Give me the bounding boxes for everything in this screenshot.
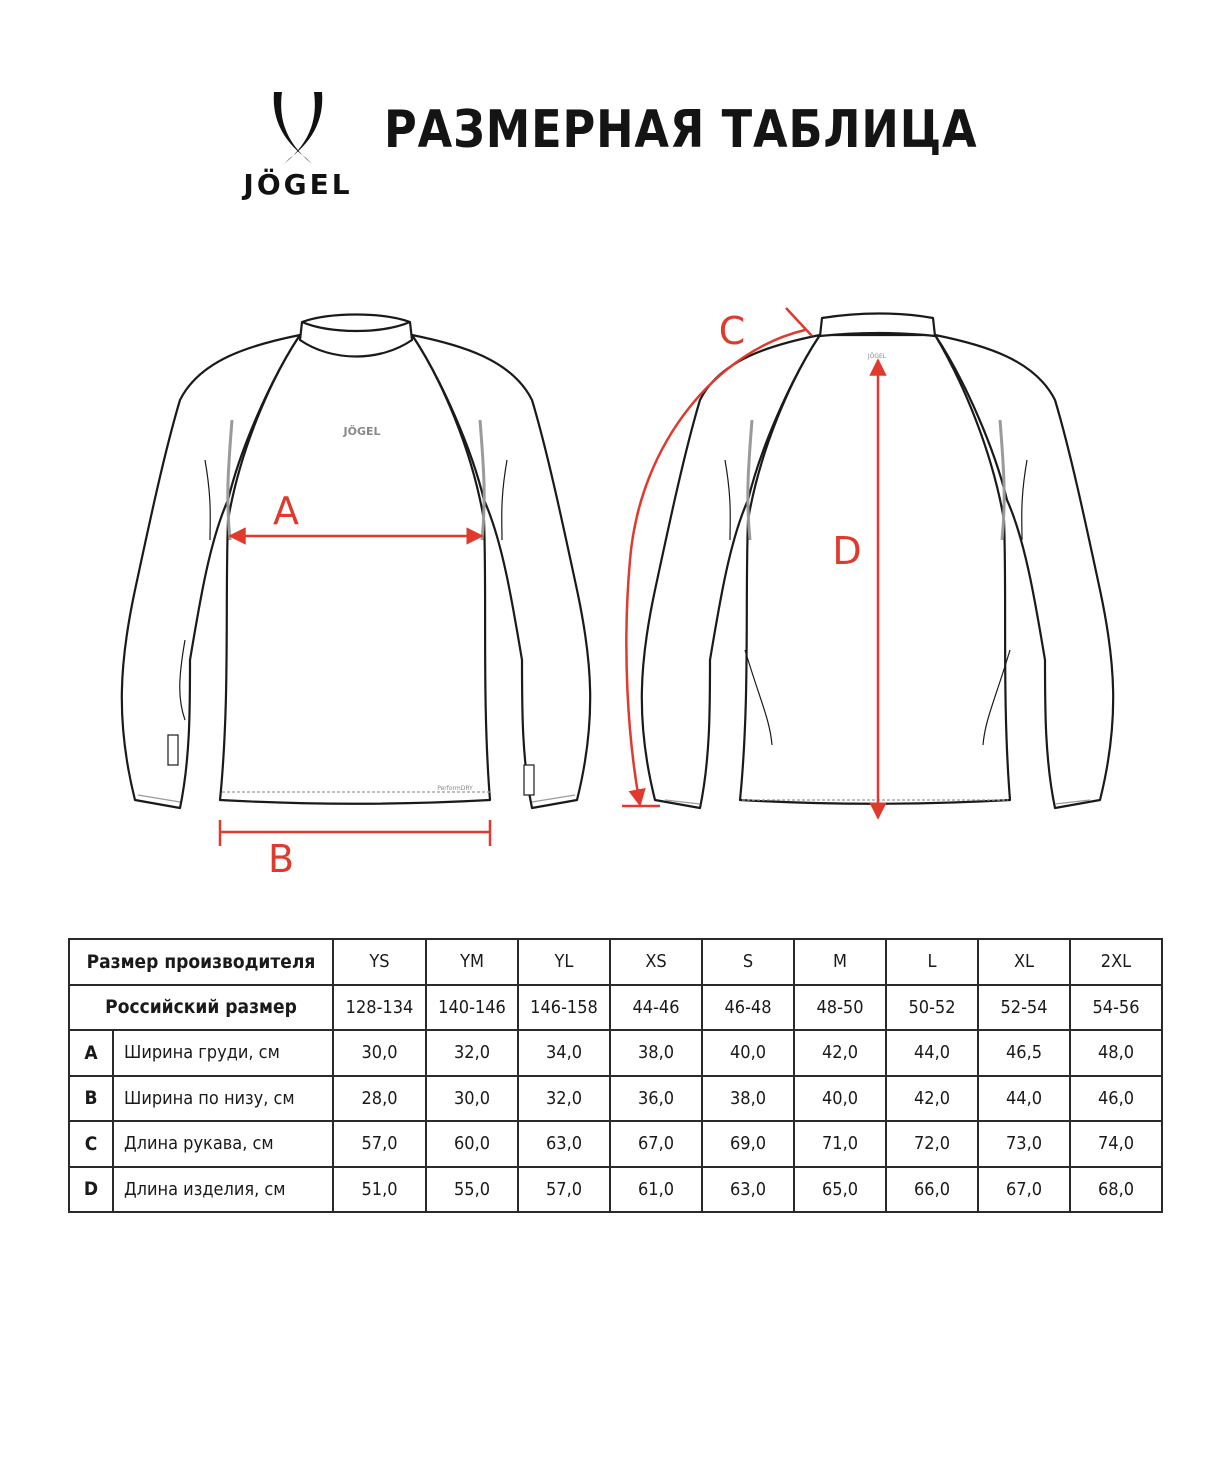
size-cell: YS	[333, 939, 426, 985]
value-cell: 69,0	[702, 1121, 794, 1167]
value-cell: 61,0	[610, 1167, 702, 1213]
value-cell: 46,5	[978, 1030, 1070, 1076]
size-cell: 2XL	[1070, 939, 1162, 985]
logo-mark-icon	[268, 88, 328, 166]
row-label: Длина рукава, см	[113, 1121, 333, 1167]
value-cell: 72,0	[886, 1121, 978, 1167]
value-cell: 44,0	[978, 1076, 1070, 1122]
row-label: Ширина груди, см	[113, 1030, 333, 1076]
russian-size-cell: 44-46	[610, 985, 702, 1031]
logo-wordmark: JÖGEL	[243, 168, 353, 201]
value-cell: 44,0	[886, 1030, 978, 1076]
front-shirt	[122, 315, 590, 809]
table-row-russian	[69, 985, 1162, 1031]
size-cell: XL	[978, 939, 1070, 985]
size-cell: YL	[518, 939, 610, 985]
measure-c-label: C	[718, 309, 746, 353]
value-cell: 32,0	[426, 1030, 518, 1076]
russian-size-cell: 50-52	[886, 985, 978, 1031]
russian-size-cell: 46-48	[702, 985, 794, 1031]
row-letter: B	[69, 1076, 113, 1122]
value-cell: 30,0	[426, 1076, 518, 1122]
hem-print-text: PerformDRY	[437, 785, 473, 792]
value-cell: 48,0	[1070, 1030, 1162, 1076]
row-letter: D	[69, 1167, 113, 1213]
value-cell: 63,0	[702, 1167, 794, 1213]
size-cell: L	[886, 939, 978, 985]
size-cell: XS	[610, 939, 702, 985]
value-cell: 42,0	[794, 1030, 886, 1076]
size-cell: S	[702, 939, 794, 985]
value-cell: 73,0	[978, 1121, 1070, 1167]
row-label: Длина изделия, см	[113, 1167, 333, 1213]
russian-size-label: Российский размер	[69, 985, 333, 1031]
measure-a-label: A	[273, 489, 299, 533]
page-title: РАЗМЕРНАЯ ТАБЛИЦА	[384, 100, 978, 160]
back-print-text: JÖGEL	[867, 353, 887, 360]
value-cell: 55,0	[426, 1167, 518, 1213]
value-cell: 46,0	[1070, 1076, 1162, 1122]
size-table-wrapper	[68, 938, 1163, 1213]
brand-logo	[236, 88, 360, 208]
value-cell: 51,0	[333, 1167, 426, 1213]
table-row-manufacturer	[69, 939, 1162, 985]
value-cell: 38,0	[610, 1030, 702, 1076]
size-table	[68, 938, 1163, 1213]
size-cell: M	[794, 939, 886, 985]
size-cell: YM	[426, 939, 518, 985]
value-cell: 30,0	[333, 1030, 426, 1076]
table-row-body-length	[69, 1167, 1162, 1213]
table-row-chest-width	[69, 1030, 1162, 1076]
value-cell: 57,0	[333, 1121, 426, 1167]
value-cell: 71,0	[794, 1121, 886, 1167]
front-print-text: JÖGEL	[343, 425, 381, 438]
value-cell: 32,0	[518, 1076, 610, 1122]
russian-size-cell: 54-56	[1070, 985, 1162, 1031]
value-cell: 40,0	[702, 1030, 794, 1076]
value-cell: 66,0	[886, 1167, 978, 1213]
manufacturer-size-label: Размер производителя	[69, 939, 333, 985]
russian-size-cell: 140-146	[426, 985, 518, 1031]
value-cell: 63,0	[518, 1121, 610, 1167]
value-cell: 34,0	[518, 1030, 610, 1076]
value-cell: 60,0	[426, 1121, 518, 1167]
measure-d-label: D	[832, 529, 862, 573]
value-cell: 40,0	[794, 1076, 886, 1122]
russian-size-cell: 128-134	[333, 985, 426, 1031]
table-row-sleeve-length	[69, 1121, 1162, 1167]
value-cell: 68,0	[1070, 1167, 1162, 1213]
value-cell: 42,0	[886, 1076, 978, 1122]
row-letter: C	[69, 1121, 113, 1167]
value-cell: 57,0	[518, 1167, 610, 1213]
value-cell: 67,0	[978, 1167, 1070, 1213]
value-cell: 67,0	[610, 1121, 702, 1167]
garment-diagram	[100, 280, 1140, 900]
row-letter: A	[69, 1030, 113, 1076]
value-cell: 28,0	[333, 1076, 426, 1122]
value-cell: 38,0	[702, 1076, 794, 1122]
value-cell: 74,0	[1070, 1121, 1162, 1167]
row-label: Ширина по низу, см	[113, 1076, 333, 1122]
russian-size-cell: 52-54	[978, 985, 1070, 1031]
russian-size-cell: 48-50	[794, 985, 886, 1031]
measure-b-label: B	[267, 837, 295, 881]
value-cell: 36,0	[610, 1076, 702, 1122]
table-row-hem-width	[69, 1076, 1162, 1122]
russian-size-cell: 146-158	[518, 985, 610, 1031]
value-cell: 65,0	[794, 1167, 886, 1213]
